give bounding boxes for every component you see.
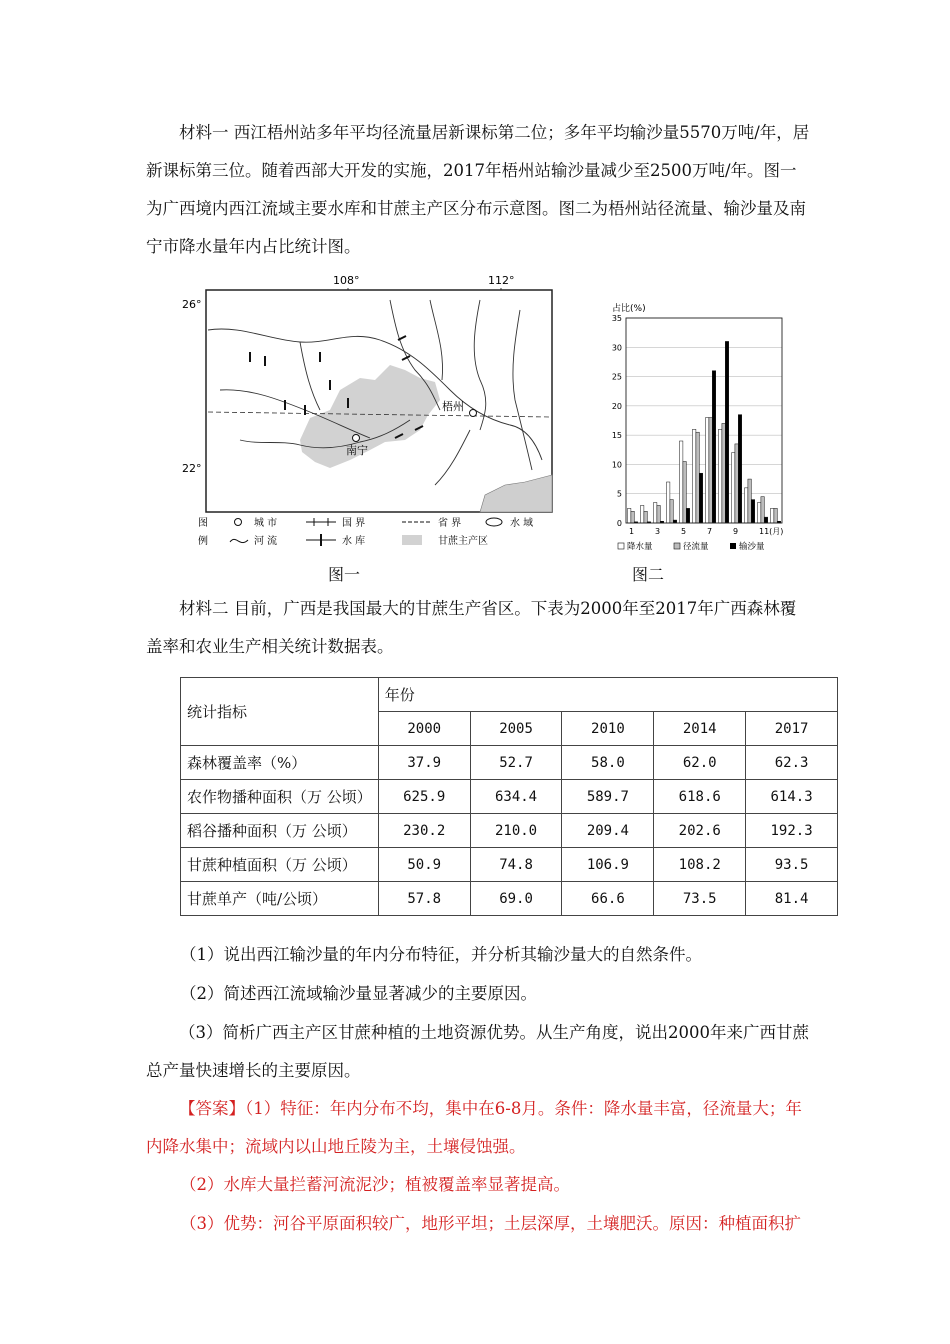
figure-two-caption: 图二 bbox=[632, 565, 665, 584]
chart-bar bbox=[732, 453, 735, 523]
table-header-row bbox=[181, 678, 838, 712]
map-lat-label: 26° bbox=[182, 298, 202, 311]
table-year-head: 年份 bbox=[378, 678, 837, 712]
chart-bar bbox=[725, 341, 728, 523]
chart-xtick-label: 5 bbox=[681, 527, 687, 536]
table-cell: 202.6 bbox=[654, 814, 746, 848]
statistics-table bbox=[180, 677, 838, 916]
chart-bar bbox=[683, 462, 686, 524]
chart-plot-frame bbox=[626, 318, 782, 523]
table-cell: 209.4 bbox=[562, 814, 654, 848]
year-cell: 2017 bbox=[746, 712, 838, 746]
table-cell: 69.0 bbox=[470, 882, 562, 916]
row-label: 甘蔗种植面积（万 公顷） bbox=[181, 848, 379, 882]
row-label: 森林覆盖率（%） bbox=[181, 746, 379, 780]
chart-bar bbox=[735, 444, 738, 523]
table-cell: 58.0 bbox=[562, 746, 654, 780]
figure-one-caption: 图一 bbox=[328, 565, 361, 584]
map-legend bbox=[198, 516, 533, 547]
legend-sugarcane: 甘蔗主产区 bbox=[438, 536, 488, 547]
chart-ytick-label: 35 bbox=[611, 314, 622, 323]
row-label: 稻谷播种面积（万 公顷） bbox=[181, 814, 379, 848]
chart-ytick-label: 20 bbox=[611, 401, 622, 411]
legend-head: 图 bbox=[198, 518, 208, 529]
chart-bar bbox=[758, 503, 761, 524]
city-label-nanning: 南宁 bbox=[346, 444, 368, 457]
legend-border: 国 界 bbox=[342, 518, 366, 529]
answer-1-text: （1）特征：年内分布不均，集中在6-8月。条件：降水量丰富，径流量大；年内降水集中；流域内以山地丘陵为主，土壤侵蚀强。 bbox=[146, 1099, 802, 1156]
chart-bar bbox=[670, 500, 673, 523]
table-cell: 618.6 bbox=[654, 780, 746, 814]
legend-water: 水 域 bbox=[510, 518, 534, 529]
chart-ytick-label: 5 bbox=[616, 489, 622, 499]
row-label: 农作物播种面积（万 公顷） bbox=[181, 780, 379, 814]
table-cell: 93.5 bbox=[746, 848, 838, 882]
table-cell: 62.3 bbox=[746, 746, 838, 780]
chart-bar bbox=[709, 418, 712, 523]
legend-runoff: 径流量 bbox=[683, 542, 709, 552]
table-cell: 589.7 bbox=[562, 780, 654, 814]
table-cell: 52.7 bbox=[470, 746, 562, 780]
table-row bbox=[181, 848, 838, 882]
chart-bar bbox=[771, 508, 774, 523]
table-row bbox=[181, 814, 838, 848]
year-cell: 2010 bbox=[562, 712, 654, 746]
answer-1 bbox=[146, 1090, 812, 1166]
chart-bar bbox=[738, 415, 741, 523]
table-col-head: 统计指标 bbox=[181, 678, 379, 746]
table-cell: 73.5 bbox=[654, 882, 746, 916]
chart-xtick-label: 3 bbox=[655, 527, 661, 536]
chart-bar bbox=[631, 511, 634, 523]
legend-head: 例 bbox=[198, 536, 208, 547]
year-cell: 2000 bbox=[378, 712, 470, 746]
table-cell: 57.8 bbox=[378, 882, 470, 916]
chart-bar bbox=[712, 371, 715, 523]
chart-bar bbox=[722, 423, 725, 523]
table-cell: 106.9 bbox=[562, 848, 654, 882]
chart-xtick-label: 7 bbox=[707, 527, 713, 536]
row-label: 甘蔗单产（吨/公顷） bbox=[181, 882, 379, 916]
chart-ylabel: 占比(%) bbox=[612, 304, 646, 314]
table-cell: 625.9 bbox=[378, 780, 470, 814]
chart-bar bbox=[686, 508, 689, 523]
chart-bar bbox=[654, 503, 657, 524]
chart-ytick-label: 30 bbox=[611, 343, 622, 353]
legend-city: 城 市 bbox=[254, 518, 278, 529]
answer-tag: 【答案】 bbox=[179, 1099, 245, 1118]
table-cell: 230.2 bbox=[378, 814, 470, 848]
chart-bar bbox=[680, 441, 683, 523]
table-cell: 74.8 bbox=[470, 848, 562, 882]
chart-bar bbox=[745, 488, 748, 523]
question-3: （3）简析广西主产区甘蔗种植的土地资源优势。从生产角度，说出2000年来广西甘蔗总产量快速增长的主要原因。 bbox=[146, 1023, 809, 1080]
table-row bbox=[181, 882, 838, 916]
table-cell: 62.0 bbox=[654, 746, 746, 780]
table-row bbox=[181, 780, 838, 814]
chart-bar bbox=[641, 505, 644, 523]
chart-xtick-label: 1 bbox=[629, 527, 635, 536]
answer-2: （2）水库大量拦蓄河流泥沙；植被覆盖率显著提高。 bbox=[180, 1175, 570, 1194]
legend-province: 省 界 bbox=[438, 518, 462, 529]
chart-ytick-label: 25 bbox=[611, 372, 622, 382]
chart-legend bbox=[618, 541, 765, 552]
city-label-wuzhou: 梧州 bbox=[442, 400, 464, 413]
chart-xtick-label: 11(月) bbox=[759, 527, 784, 536]
table-cell: 81.4 bbox=[746, 882, 838, 916]
table-cell: 66.6 bbox=[562, 882, 654, 916]
chart-bar bbox=[693, 429, 696, 523]
table-cell: 108.2 bbox=[654, 848, 746, 882]
chart-bar bbox=[719, 429, 722, 523]
city-marker-nanning bbox=[353, 435, 360, 442]
legend-reservoir: 水 库 bbox=[342, 536, 366, 547]
map-figure bbox=[180, 270, 560, 560]
material-two-text: 材料二 目前，广西是我国最大的甘蔗生产省区。下表为2000年至2017年广西森林覆盖率和农业生产相关统计数据表。 bbox=[146, 599, 797, 656]
table-cell: 614.3 bbox=[746, 780, 838, 814]
table-cell: 50.9 bbox=[378, 848, 470, 882]
legend-river: 河 流 bbox=[254, 536, 278, 547]
chart-bar bbox=[764, 517, 767, 523]
chart-bar bbox=[774, 508, 777, 523]
year-cell: 2005 bbox=[470, 712, 562, 746]
chart-bar bbox=[667, 482, 670, 523]
table-cell: 192.3 bbox=[746, 814, 838, 848]
chart-bar bbox=[628, 508, 631, 523]
table-cell: 210.0 bbox=[470, 814, 562, 848]
answer-3: （3）优势：河谷平原面积较广，地形平坦；土层深厚，土壤肥沃。原因：种植面积扩 bbox=[180, 1214, 801, 1233]
chart-xtick-label: 9 bbox=[733, 527, 739, 536]
map-lon-label: 108° bbox=[333, 274, 360, 287]
map-lat-label: 22° bbox=[182, 462, 202, 475]
table-row bbox=[181, 746, 838, 780]
city-marker-wuzhou bbox=[470, 410, 477, 417]
chart-bar bbox=[751, 500, 754, 523]
chart-ytick-label: 15 bbox=[611, 431, 622, 441]
chart-bar bbox=[748, 479, 751, 523]
table-cell: 634.4 bbox=[470, 780, 562, 814]
chart-bar bbox=[657, 505, 660, 523]
chart-ytick-label: 10 bbox=[611, 460, 622, 470]
bar-chart-figure bbox=[600, 300, 800, 555]
chart-bar bbox=[761, 497, 764, 523]
legend-precip: 降水量 bbox=[627, 542, 653, 552]
chart-bar bbox=[696, 432, 699, 523]
year-cell: 2014 bbox=[654, 712, 746, 746]
chart-bar bbox=[699, 473, 702, 523]
table-cell: 37.9 bbox=[378, 746, 470, 780]
material-one-text: 材料一 西江梧州站多年平均径流量居新课标第二位；多年平均输沙量5570万吨/年，居新课标第三位。随着西部大开发的实施，2017年梧州站输沙量减少至2500万吨/年。图一为广西境内西江流域主要水库和甘蔗主产区分布示意图。图二为梧州站径流量、输沙量及南宁市降水量年内占比统计图。 bbox=[146, 123, 810, 256]
chart-bar bbox=[706, 418, 709, 523]
chart-ytick-label: 0 bbox=[616, 519, 622, 528]
question-2: （2）简述西江流域输沙量显著减少的主要原因。 bbox=[180, 984, 537, 1003]
legend-sediment: 输沙量 bbox=[739, 542, 765, 552]
map-lon-label: 112° bbox=[488, 274, 515, 287]
chart-bar bbox=[644, 511, 647, 523]
question-1: （1）说出西江输沙量的年内分布特征，并分析其输沙量大的自然条件。 bbox=[180, 945, 702, 964]
